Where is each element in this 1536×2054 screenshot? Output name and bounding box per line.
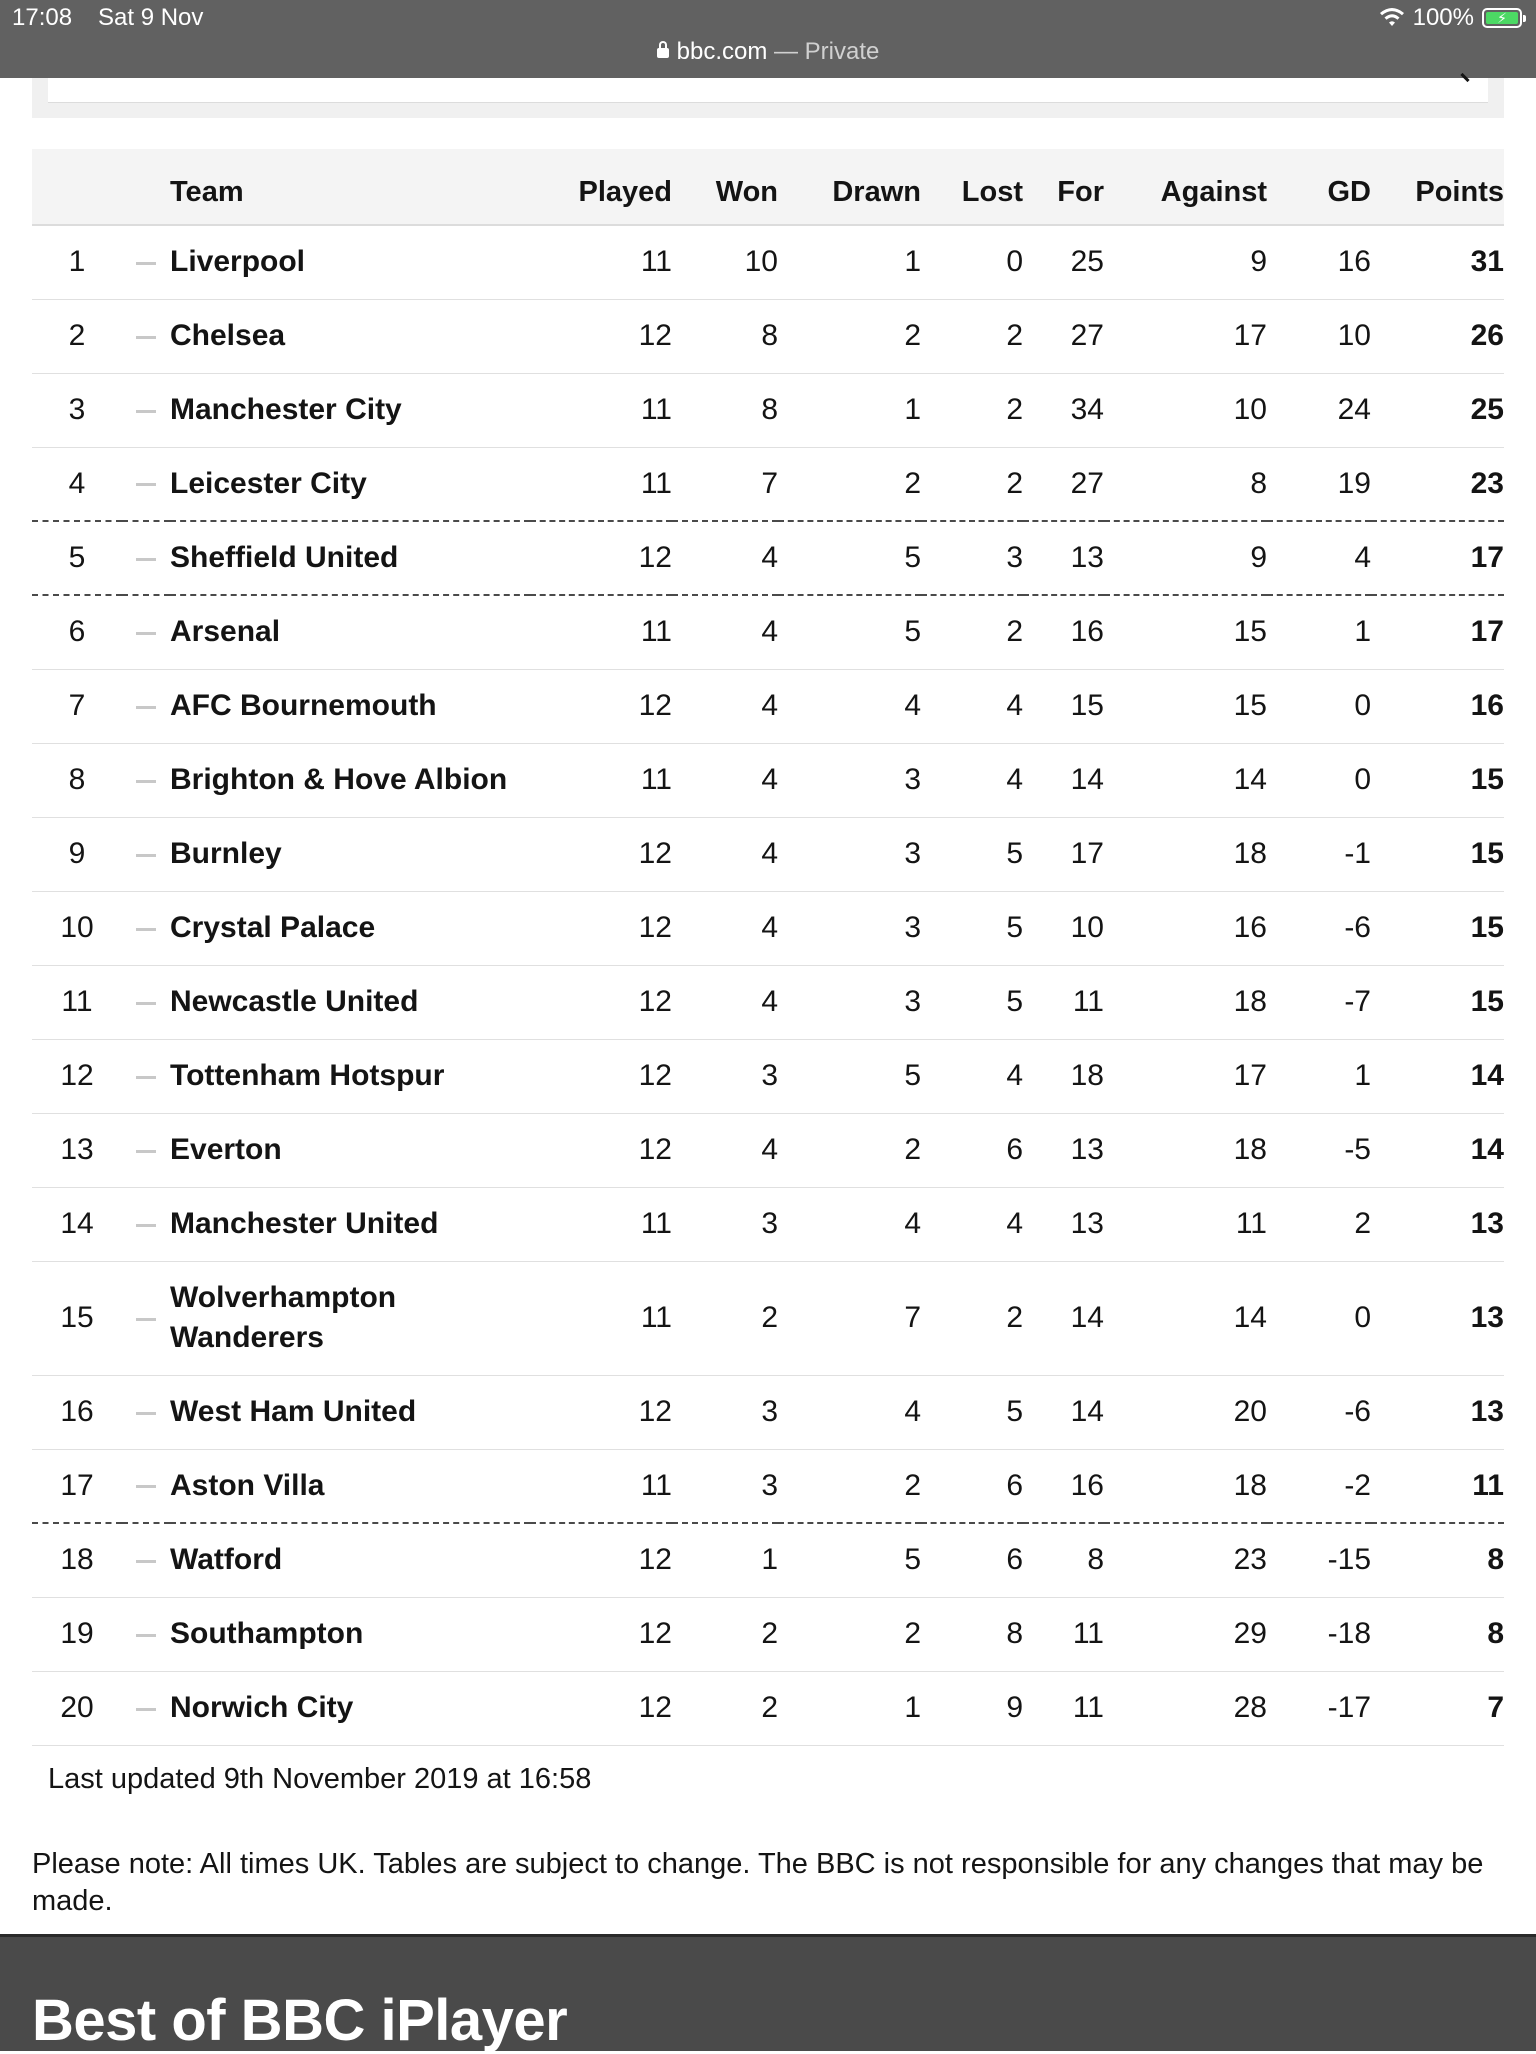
row-points: 13 [1470,1395,1504,1428]
no-movement-icon [122,1449,170,1523]
row-position: 3 [68,393,86,426]
status-time: 17:08 [12,4,73,31]
row-against: 14 [1233,763,1267,796]
row-gd: 0 [1354,1301,1371,1334]
row-drawn: 7 [904,1301,921,1334]
row-points: 17 [1470,615,1504,649]
row-team-link[interactable]: Burnley [170,837,282,870]
row-won: 4 [761,837,778,870]
url-text: bbc.com [676,38,768,65]
row-drawn: 5 [904,615,921,649]
row-won: 4 [761,985,778,1018]
status-right [1379,4,1522,32]
private-label: — Private [774,38,880,65]
row-gd: 16 [1337,245,1371,279]
row-team-link[interactable]: Sheffield United [170,541,399,574]
table-row [32,299,1504,373]
row-against: 15 [1233,689,1267,722]
row-gd: 10 [1337,319,1371,352]
row-played: 12 [638,1617,672,1650]
row-points: 15 [1470,985,1504,1018]
row-lost: 6 [1006,1543,1023,1577]
row-position: 18 [60,1543,94,1577]
row-position: 14 [60,1207,94,1240]
row-lost: 5 [1006,911,1023,944]
table-row [32,817,1504,891]
row-points: 14 [1470,1059,1504,1092]
row-team-link[interactable]: Manchester City [170,393,402,426]
row-points: 13 [1470,1301,1504,1334]
table-row [32,891,1504,965]
row-points: 16 [1470,689,1504,722]
row-won: 3 [761,1059,778,1092]
row-gd: -15 [1327,1543,1371,1577]
header-points: Points [1371,149,1504,225]
row-points: 8 [1487,1617,1504,1650]
row-won: 4 [761,615,778,649]
no-movement-icon [122,373,170,447]
last-updated: Last updated 9th November 2019 at 16:58 [48,1763,592,1795]
row-team-link[interactable]: Chelsea [170,319,286,352]
row-against: 20 [1233,1395,1267,1428]
table-row [32,1523,1504,1597]
row-team-link[interactable]: Norwich City [170,1691,354,1724]
row-drawn: 5 [904,541,921,574]
no-movement-icon [122,1113,170,1187]
row-points: 7 [1487,1691,1504,1724]
no-movement-icon [122,521,170,595]
row-lost: 4 [1006,1207,1023,1240]
table-row [32,1375,1504,1449]
row-drawn: 4 [904,1207,921,1240]
row-for: 13 [1070,1133,1104,1166]
league-table [32,149,1504,1746]
row-gd: 1 [1354,1059,1371,1092]
row-lost: 2 [1006,393,1023,426]
row-lost: 5 [1006,1395,1023,1428]
row-played: 12 [638,1059,672,1092]
row-won: 10 [744,245,778,279]
row-won: 4 [761,1133,778,1166]
row-won: 7 [761,466,778,500]
battery-icon: ⚡ [1482,8,1522,28]
no-movement-icon [122,1187,170,1261]
row-team-link[interactable]: Liverpool [170,245,306,279]
row-gd: -5 [1344,1133,1371,1166]
row-played: 11 [640,466,672,500]
header-against: Against [1104,149,1267,225]
row-for: 15 [1070,689,1104,722]
row-drawn: 4 [904,689,921,722]
row-against: 11 [1235,1207,1267,1240]
row-points: 31 [1470,245,1504,279]
row-lost: 6 [1006,1468,1023,1502]
table-row [32,225,1504,299]
table-row [32,1039,1504,1113]
row-points: 8 [1487,1543,1504,1577]
table-row [32,1113,1504,1187]
row-gd: 0 [1354,689,1371,722]
row-drawn: 2 [904,319,921,352]
row-team-link[interactable]: Wolverhampton Wanderers [170,1281,397,1354]
no-movement-icon [122,743,170,817]
row-against: 10 [1233,393,1267,426]
row-drawn: 1 [904,393,921,426]
row-team-link[interactable]: Tottenham Hotspur [170,1059,445,1092]
row-team-link[interactable]: Manchester United [170,1207,439,1240]
header-for: For [1023,149,1104,225]
row-lost: 4 [1006,1059,1023,1092]
row-played: 12 [638,1543,672,1577]
no-movement-icon [122,1261,170,1375]
row-team-link[interactable]: Watford [170,1543,283,1577]
row-against: 18 [1233,1133,1267,1166]
row-played: 12 [638,1395,672,1428]
row-against: 16 [1233,911,1267,944]
row-position: 19 [60,1617,94,1650]
row-points: 26 [1470,319,1504,352]
row-for: 27 [1070,319,1104,352]
row-against: 18 [1233,837,1267,870]
row-position: 9 [68,837,86,870]
row-for: 34 [1070,393,1104,426]
row-won: 1 [761,1543,778,1577]
row-gd: 0 [1354,763,1371,796]
no-movement-icon [122,447,170,521]
row-position: 15 [60,1301,94,1334]
row-for: 8 [1087,1543,1104,1577]
row-points: 13 [1470,1207,1504,1240]
row-against: 14 [1233,1301,1267,1334]
row-position: 1 [68,245,86,279]
row-position: 4 [68,466,86,500]
row-gd: -1 [1344,837,1371,870]
row-won: 4 [761,541,778,574]
row-drawn: 3 [904,985,921,1018]
row-team-link[interactable]: Newcastle United [170,985,419,1018]
row-drawn: 4 [904,1395,921,1428]
row-played: 12 [638,319,672,352]
row-drawn: 1 [904,1691,921,1724]
no-movement-icon [122,1523,170,1597]
row-position: 5 [68,541,86,574]
table-row [32,1671,1504,1745]
row-played: 11 [640,245,672,279]
header-played: Played [530,149,672,225]
header-gd: GD [1267,149,1371,225]
row-against: 18 [1233,1468,1267,1502]
row-team-link[interactable]: Everton [170,1133,282,1166]
row-won: 3 [761,1468,778,1502]
row-against: 18 [1233,985,1267,1018]
no-movement-icon [122,669,170,743]
row-points: 11 [1472,1468,1504,1502]
row-won: 2 [761,1691,778,1724]
row-gd: -18 [1327,1617,1371,1650]
row-played: 12 [638,837,672,870]
row-points: 15 [1470,763,1504,796]
row-position: 12 [60,1059,94,1092]
row-team-link[interactable]: AFC Bournemouth [170,689,437,722]
row-position: 6 [68,615,86,649]
row-won: 8 [761,393,778,426]
row-against: 9 [1250,245,1267,279]
row-gd: 1 [1354,615,1371,649]
row-against: 29 [1233,1617,1267,1650]
no-movement-icon [122,965,170,1039]
no-movement-icon [122,299,170,373]
row-played: 12 [638,541,672,574]
no-movement-icon [122,225,170,299]
row-team-link[interactable]: West Ham United [170,1395,417,1428]
row-against: 9 [1250,541,1267,574]
search-icon[interactable] [1458,76,1470,86]
no-movement-icon [122,595,170,669]
header-drawn: Drawn [778,149,921,225]
lock-icon [657,48,669,58]
row-position: 16 [60,1395,94,1428]
row-won: 2 [761,1301,778,1334]
row-lost: 2 [1006,615,1023,649]
row-lost: 2 [1006,319,1023,352]
row-lost: 4 [1006,763,1023,796]
header-position [32,149,122,225]
row-played: 11 [640,615,672,649]
row-lost: 4 [1006,689,1023,722]
table-row [32,965,1504,1039]
header-won: Won [672,149,778,225]
no-movement-icon [122,1597,170,1671]
row-team-link[interactable]: Aston Villa [170,1468,325,1502]
row-gd: -17 [1327,1691,1371,1724]
no-movement-icon [122,817,170,891]
row-points: 14 [1470,1133,1504,1166]
row-for: 14 [1070,1301,1104,1334]
row-position: 13 [60,1133,94,1166]
row-lost: 8 [1006,1617,1023,1650]
row-won: 4 [761,763,778,796]
status-bar [0,0,1536,78]
row-drawn: 3 [904,911,921,944]
row-team-link[interactable]: Southampton [170,1617,364,1650]
row-team-link[interactable]: Leicester City [170,466,367,500]
row-lost: 2 [1006,1301,1023,1334]
row-for: 13 [1070,1207,1104,1240]
row-for: 16 [1070,1468,1104,1502]
row-played: 11 [640,1207,672,1240]
table-row [32,447,1504,521]
row-against: 23 [1233,1543,1267,1577]
row-drawn: 2 [904,1133,921,1166]
row-for: 13 [1070,541,1104,574]
row-gd: -7 [1344,985,1371,1018]
row-played: 12 [638,689,672,722]
table-row [32,1187,1504,1261]
row-for: 18 [1070,1059,1104,1092]
table-row [32,521,1504,595]
row-lost: 2 [1006,466,1023,500]
row-won: 3 [761,1395,778,1428]
no-movement-icon [122,891,170,965]
row-won: 8 [761,319,778,352]
row-lost: 5 [1006,985,1023,1018]
row-played: 11 [640,1468,672,1502]
row-lost: 6 [1006,1133,1023,1166]
iplayer-section [0,1934,1536,2051]
row-played: 12 [638,911,672,944]
row-team-link[interactable]: Arsenal [170,615,281,649]
table-header [32,149,1504,225]
row-for: 27 [1070,466,1104,500]
row-drawn: 3 [904,837,921,870]
no-movement-icon [122,1671,170,1745]
row-won: 3 [761,1207,778,1240]
row-points: 25 [1470,393,1504,426]
row-for: 25 [1070,245,1104,279]
row-position: 8 [68,763,86,796]
no-movement-icon [122,1375,170,1449]
row-played: 12 [638,1133,672,1166]
row-points: 15 [1470,911,1504,944]
row-for: 14 [1070,763,1104,796]
row-for: 11 [1072,1691,1104,1724]
row-played: 12 [638,985,672,1018]
iplayer-heading[interactable]: Best of BBC iPlayer [32,1988,568,2053]
row-gd: -2 [1344,1468,1371,1502]
row-won: 4 [761,689,778,722]
row-points: 15 [1470,837,1504,870]
row-against: 8 [1250,466,1267,500]
row-against: 17 [1233,319,1267,352]
header-lost: Lost [921,149,1023,225]
row-against: 15 [1233,615,1267,649]
row-position: 17 [60,1468,94,1502]
row-drawn: 2 [904,1617,921,1650]
battery-percent: 100% [1412,4,1474,31]
row-for: 16 [1070,615,1104,649]
row-gd: -6 [1344,911,1371,944]
row-for: 10 [1070,911,1104,944]
table-row [32,669,1504,743]
row-position: 10 [60,911,94,944]
row-for: 11 [1072,985,1104,1018]
table-row [32,1261,1504,1375]
row-for: 14 [1070,1395,1104,1428]
row-played: 11 [640,763,672,796]
table-row [32,1597,1504,1671]
row-drawn: 2 [904,466,921,500]
row-points: 23 [1470,466,1504,500]
row-played: 11 [640,1301,672,1334]
row-position: 11 [61,985,93,1018]
row-lost: 5 [1006,837,1023,870]
table-row [32,743,1504,817]
no-movement-icon [122,1039,170,1113]
row-gd: 2 [1354,1207,1371,1240]
row-won: 4 [761,911,778,944]
row-position: 7 [68,689,86,722]
row-against: 28 [1233,1691,1267,1724]
row-drawn: 5 [904,1059,921,1092]
row-drawn: 5 [904,1543,921,1577]
disclaimer-note: Please note: All times UK. Tables are subject to change. The BBC is not responsible for any changes that may be made. [32,1848,1484,1917]
table-row [32,595,1504,669]
header-team: Team [170,149,530,225]
row-gd: 19 [1337,466,1371,500]
row-against: 17 [1233,1059,1267,1092]
row-gd: 4 [1354,541,1371,574]
row-position: 2 [68,319,86,352]
row-for: 17 [1070,837,1104,870]
row-team-link[interactable]: Brighton & Hove Albion [170,763,508,796]
row-drawn: 3 [904,763,921,796]
status-date: Sat 9 Nov [98,4,204,31]
address-bar[interactable] [0,38,1536,66]
row-lost: 0 [1006,245,1023,279]
row-played: 12 [638,1691,672,1724]
row-drawn: 1 [904,245,921,279]
row-points: 17 [1470,541,1504,574]
row-lost: 9 [1006,1691,1023,1724]
search-input[interactable] [48,78,1488,103]
table-row [32,1449,1504,1523]
row-lost: 3 [1006,541,1023,574]
row-drawn: 2 [904,1468,921,1502]
row-gd: 24 [1337,393,1371,426]
row-position: 20 [60,1691,94,1724]
row-gd: -6 [1344,1395,1371,1428]
wifi-icon [1379,8,1405,28]
header-movement [122,149,170,225]
row-for: 11 [1072,1617,1104,1650]
row-played: 11 [640,393,672,426]
row-won: 2 [761,1617,778,1650]
row-team-link[interactable]: Crystal Palace [170,911,376,944]
table-row [32,373,1504,447]
search-panel [32,78,1504,118]
